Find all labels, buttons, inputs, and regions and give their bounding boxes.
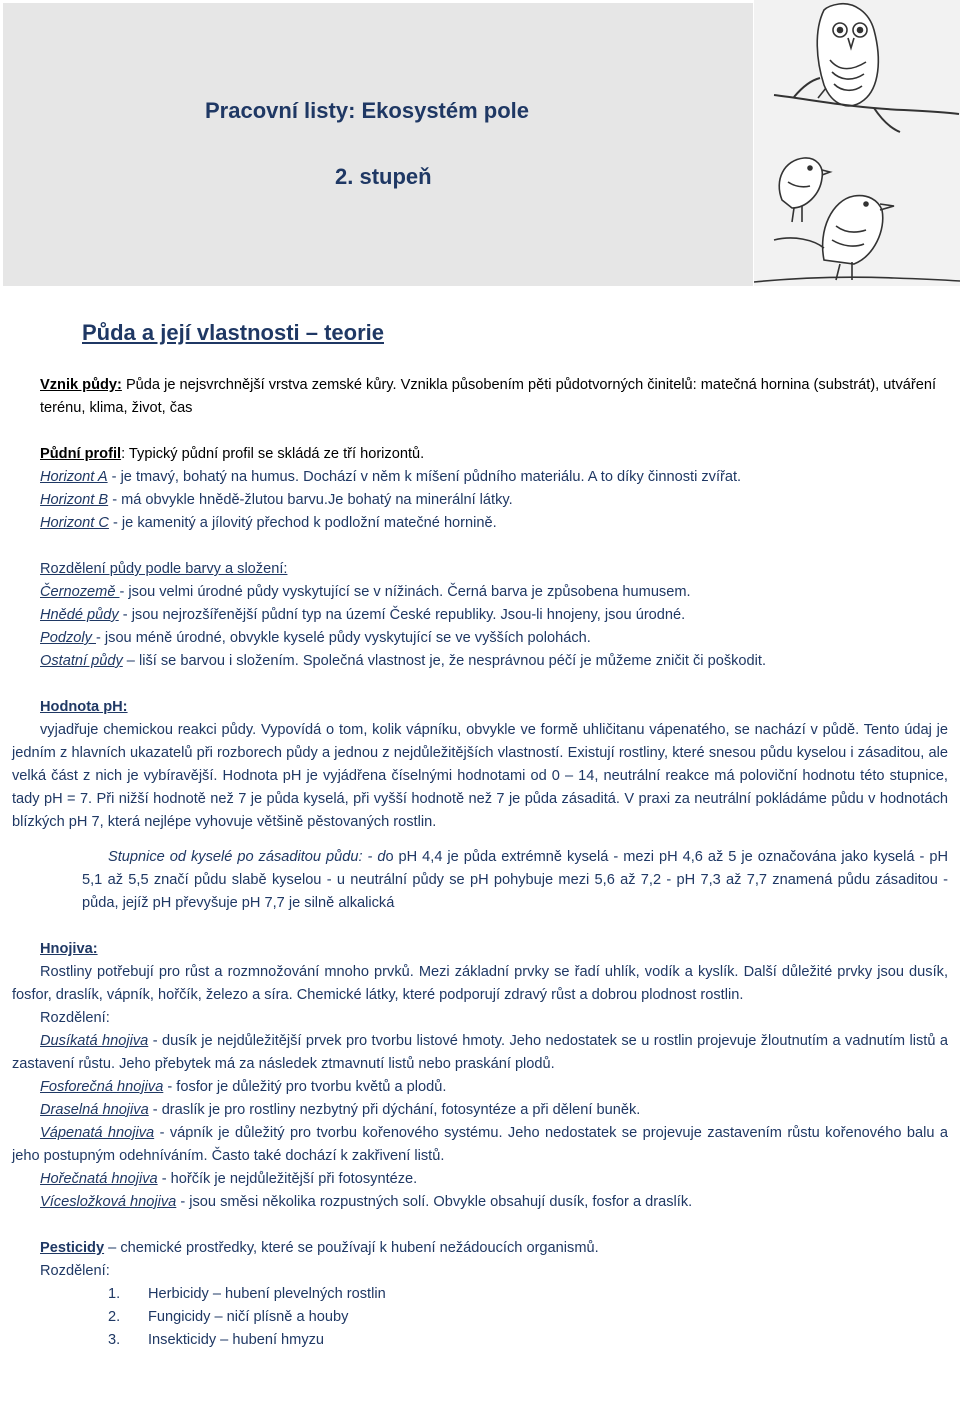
ph-heading: Hodnota pH: — [40, 699, 128, 715]
section-title: Půda a její vlastnosti – teorie — [82, 320, 384, 345]
horizon-a-name: Horizont A — [40, 469, 108, 485]
division-item-chernozem: Černozemě - jsou velmi úrodné půdy vyskytující se v nížinách. Černá barva je způsobena humusem. — [40, 584, 691, 600]
profile-paragraph — [12, 443, 948, 466]
document-body — [12, 374, 948, 1352]
horizon-b — [12, 489, 948, 512]
origin-label: Vznik půdy: — [40, 377, 122, 393]
fertilizer-calcium: Vápenatá hnojiva - vápník je důležitý pro tvorbu kořenového systému. Jeho nedostatek se projevuje zastavením růstu kořenového balu a jeho postupným odehníváním. Často také dochází k zakřivení listů. — [12, 1125, 948, 1164]
division-item-brown-soil: Hnědé půdy - jsou nejrozšířenější půdní typ na území České republiky. Jsou-li hnojeny, jsou úrodné. — [40, 607, 686, 623]
horizon-c-name: Horizont C — [40, 515, 109, 531]
ph-text: vyjadřuje chemickou reakci půdy. Vypovídá o tom, kolik vápníku, obvykle ve formě uhličitanu vápenatého, se nachází v půdě. Tento údaj je jedním z hlavních ukazatelů při rozborech půdy a jednou z nejdůležitějších vlastností. Existují rostliny, které snesou půdu kyselou i zásaditou, ale velká část z nich je vybíravější. Hodnota pH je vyjádřena číselnými hodnotami od 0 – 14, neutrální reakce má poloviční hodnotu této stupnice, tady pH = 7. Při nižší hodnotě než 7 je půda kyselá, při vyšší hodnotě než 7 je půda zásaditá. V praxi za neutrální pokládáme půdu v hodnotách blízkých pH 7, která nejlépe vyhovuje většině pěstovaných rostlin. — [12, 722, 948, 830]
spacer — [12, 420, 948, 443]
pesticides-list — [12, 1283, 948, 1352]
fertilizer-potassium: Draselná hnojiva - draslík je pro rostliny nezbytný při dýchání, fotosyntéze a při dělení buněk. — [40, 1102, 641, 1118]
fertilizer-compound: Vícesložková hnojiva - jsou směsi několika rozpustných solí. Obvykle obsahují dusík, fosfor a draslík. — [40, 1194, 693, 1210]
list-item: 3. Insekticidy – hubení hmyzu — [108, 1332, 325, 1348]
ph-scale-text: o pH 4,4 je půda extrémně kyselá - mezi pH 4,6 až 5 je označována jako kyselá - pH 5,1 až 5,5 značí půdu slabě kyselou - u neutrální půdy se pH pohybuje mezi 5,6 až 7,2 - pH 7,3 až 7,7 znamená půdu zásaditou - půda, jejíž pH převyšuje pH 7,7 je silně alkalická — [82, 849, 948, 911]
horizon-c — [12, 512, 948, 535]
division-heading: Rozdělení půdy podle barvy a složení: — [40, 561, 288, 577]
ph-scale — [12, 846, 948, 915]
division-item-podzol: Podzoly - jsou méně úrodné, obvykle kyselé půdy vyskytující se ve vyšších polohách. — [40, 630, 591, 646]
horizon-a — [12, 466, 948, 489]
spacer — [12, 673, 948, 696]
birds-illustration — [754, 0, 960, 286]
horizon-b-text: - má obvykle hnědě-žlutou barvu.Je bohatý na minerální látky. — [108, 492, 513, 508]
division-item-other: Ostatní půdy – liší se barvou i složením. Společná vlastnost je, že nesprávnou péčí je můžeme zničit či poškodit. — [40, 653, 767, 669]
owl-drawing — [817, 4, 878, 106]
list-item: 2. Fungicidy – ničí plísně a houby — [108, 1309, 349, 1325]
fertilizers-heading: Hnojiva: — [40, 941, 98, 957]
origin-paragraph — [12, 374, 948, 420]
spacer — [12, 1214, 948, 1237]
pesticides-division-label: Rozdělení: — [40, 1263, 110, 1279]
list-item: 1. Herbicidy – hubení plevelných rostlin — [108, 1286, 386, 1302]
page-subtitle: 2. stupeň — [335, 164, 432, 189]
fertilizer-nitrogen: Dusíkatá hnojiva - dusík je nejdůležitější prvek pro tvorbu listové hmoty. Jeho nedostatek se u rostlin projevuje žloutnutím a vadnutím listů a zastavení růstu. Jeho přebytek má za následek ztmavnutí listů nebo praskání plodů. — [12, 1033, 948, 1072]
fertilizer-phosphorus: Fosforečná hnojiva - fosfor je důležitý pro tvorbu květů a plodů. — [40, 1079, 447, 1095]
header-band — [3, 3, 753, 286]
horizon-c-text: - je kamenitý a jílovitý přechod k podložní matečné hornině. — [108, 515, 497, 531]
horizon-a-text: - je tmavý, bohatý na humus. Dochází v něm k míšení půdního materiálu. A to díky činnosti zvířat. — [107, 469, 742, 485]
origin-text: Půda je nejsvrchnější vrstva zemské kůry. Vznikla působením pěti půdotvorných činitelů: matečná hornina (substrát), utváření terénu, klima, život, čas — [40, 377, 937, 416]
profile-label: Půdní profil — [40, 446, 122, 462]
profile-text: : Typický půdní profil se skládá ze tří horizontů. — [121, 446, 425, 462]
pesticides-paragraph: Pesticidy – chemické prostředky, které se používají k hubení nežádoucích organismů. — [40, 1240, 599, 1256]
spacer — [12, 535, 948, 558]
ph-scale-label: Stupnice od kyselé po zásaditou půdu: - d — [108, 849, 386, 865]
fertilizer-magnesium: Hořečnatá hnojiva - hořčík je nejdůležitější při fotosyntéze. — [40, 1171, 418, 1187]
spacer — [12, 915, 948, 938]
fertilizers-intro: Rostliny potřebují pro růst a rozmnožování mnoho prvků. Mezi základní prvky se řadí uhlík, vodík a kyslík. Další důležité prvky jsou dusík, fosfor, draslík, vápník, hořčík, železo a síra. Chemické látky, které podporují zdravý růst a dobrou plodnost rostlin. — [12, 964, 948, 1003]
page-title: Pracovní listy: Ekosystém pole — [205, 98, 530, 123]
horizon-b-name: Horizont B — [40, 492, 109, 508]
fertilizers-division-label: Rozdělení: — [40, 1010, 110, 1026]
